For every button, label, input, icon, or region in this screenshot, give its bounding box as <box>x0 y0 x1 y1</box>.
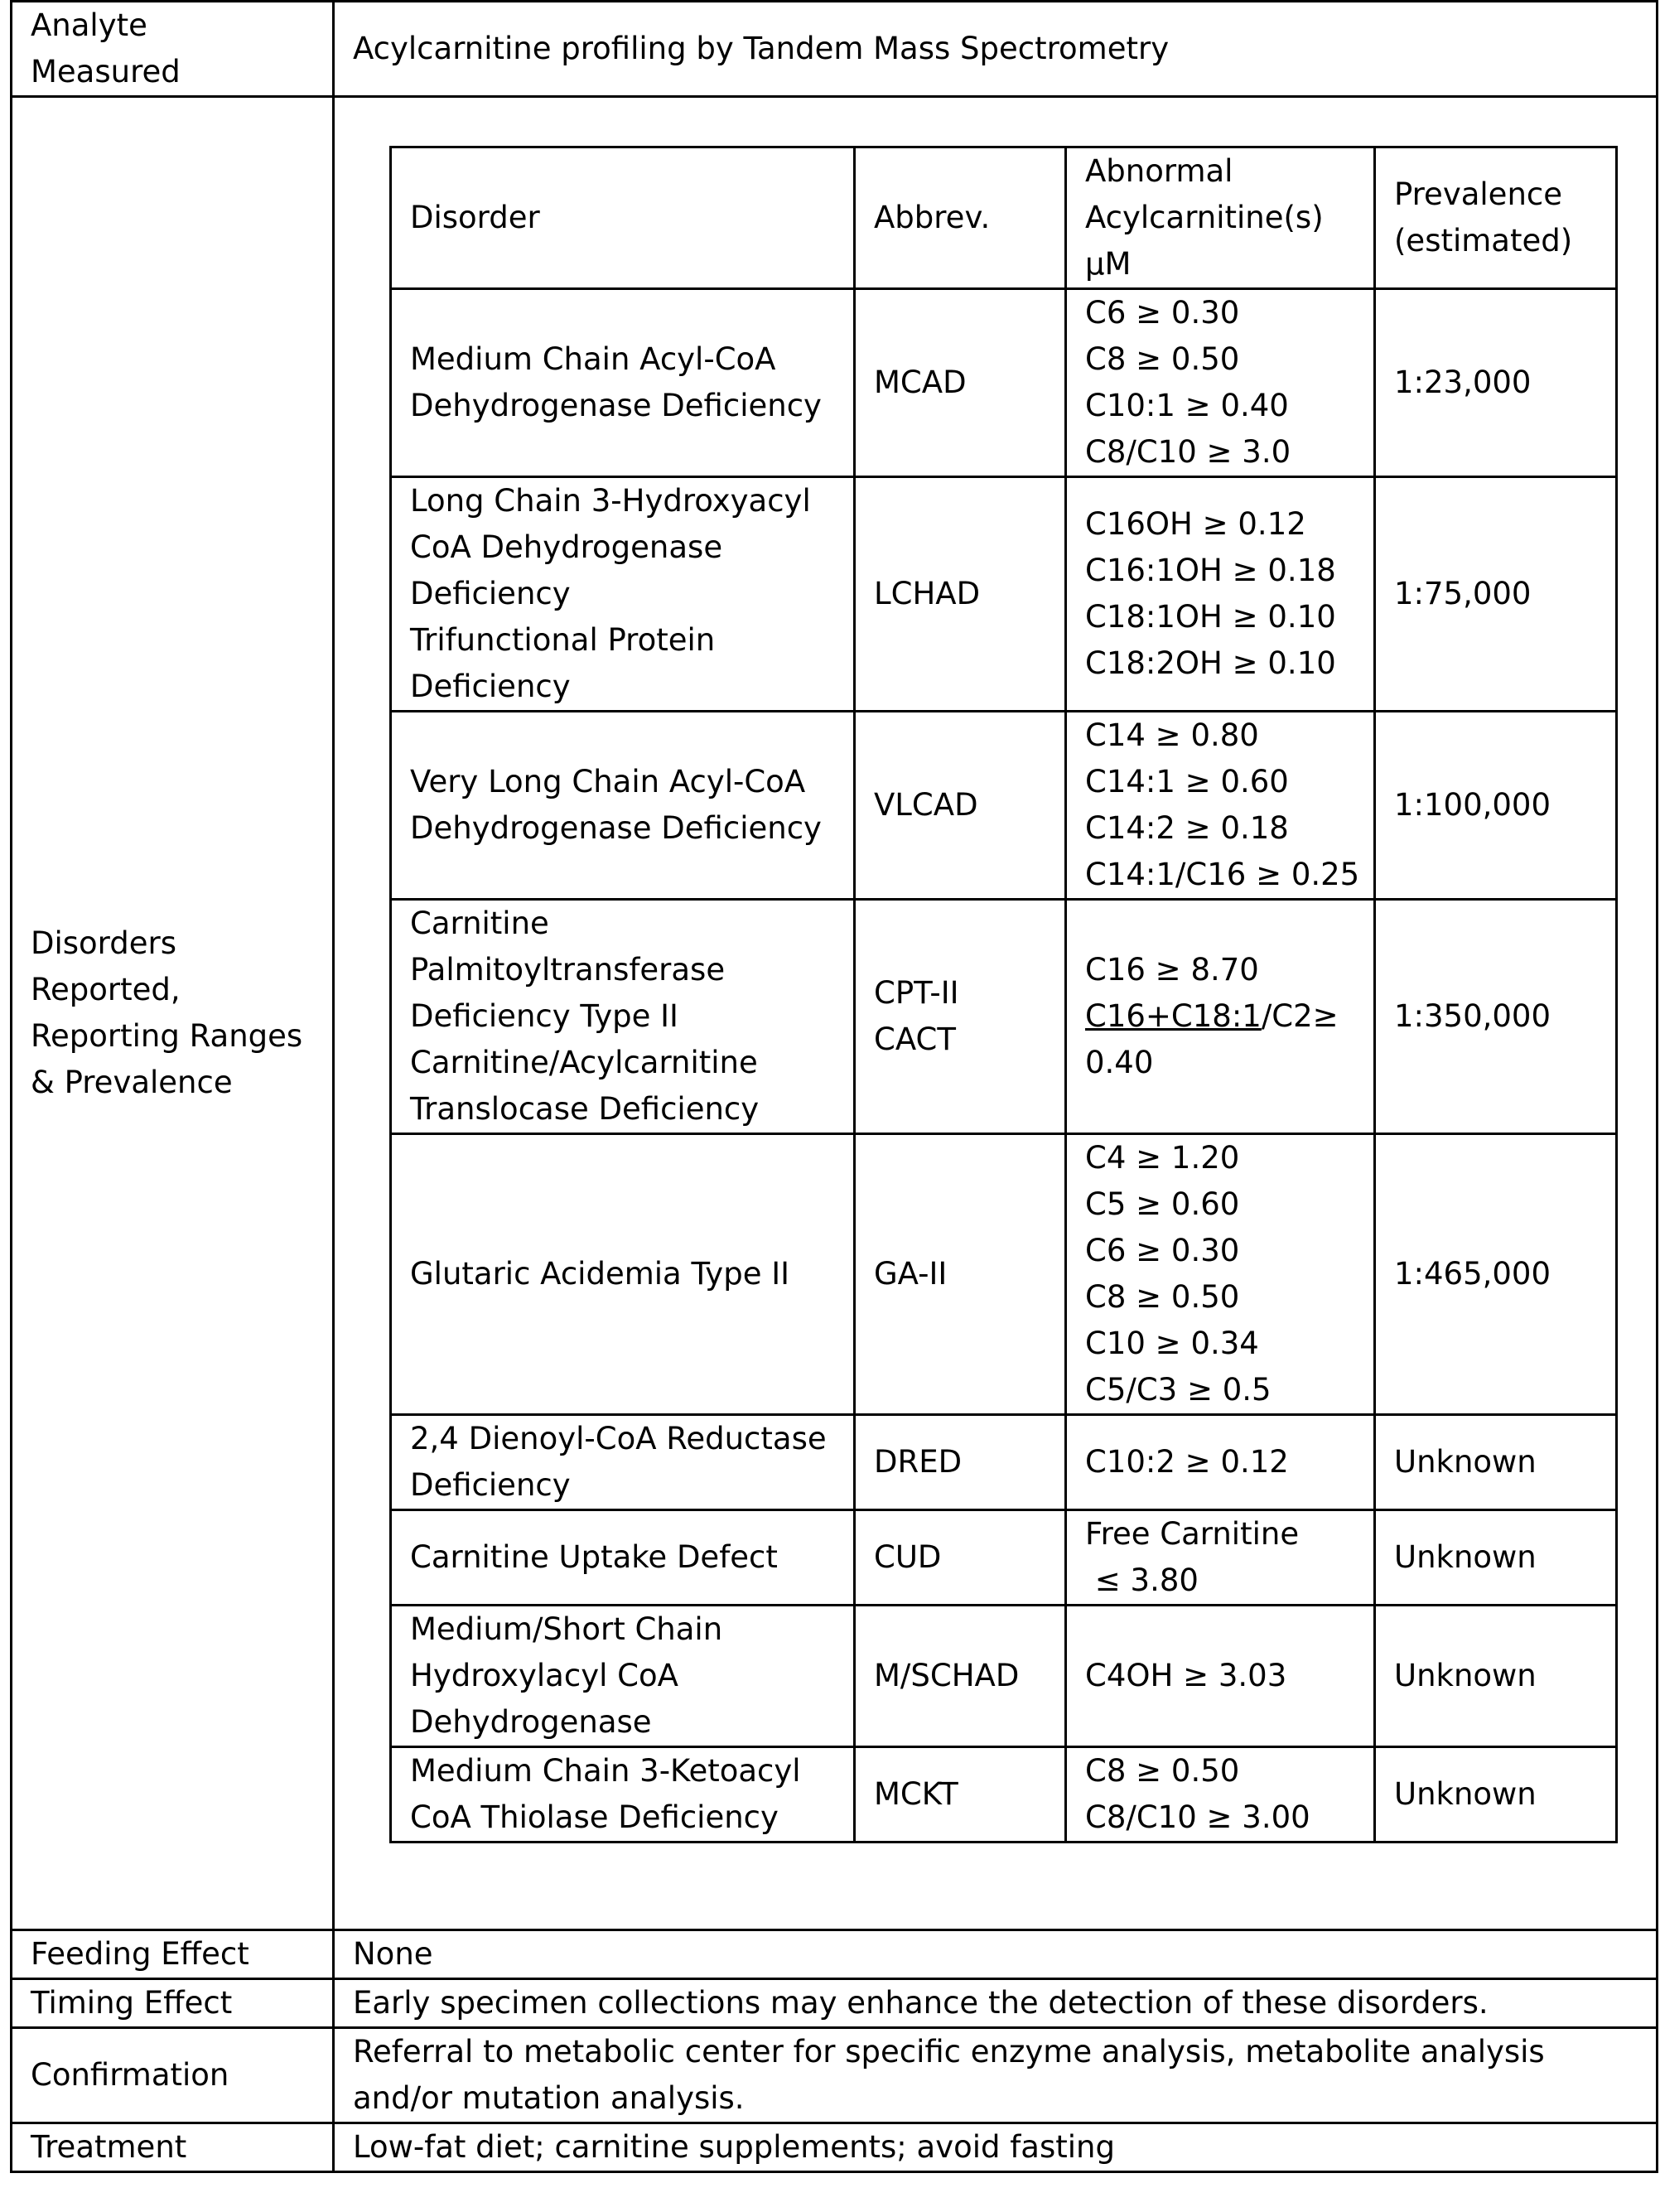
disorder-ranges: Free Carnitine ≤ 3.80 <box>1066 1510 1375 1606</box>
disorders-label: Disorders Reported, Reporting Ranges & Prevalence <box>12 97 334 1930</box>
disorder-name: Very Long Chain Acyl-CoA Dehydrogenase Deficiency <box>391 712 855 900</box>
header-prevalence: Prevalence (estimated) <box>1375 147 1617 289</box>
disorder-abbrev: MCKT <box>855 1747 1066 1843</box>
disorder-prevalence: 1:75,000 <box>1375 477 1617 712</box>
timing-value: Early specimen collections may enhance the detection of these disorders. <box>334 1979 1658 2028</box>
table-row <box>391 1606 1617 1747</box>
disorder-abbrev: GA-II <box>855 1134 1066 1415</box>
confirmation-value: Referral to metabolic center for specific enzyme analysis, metabolite analysis and/or mutation analysis. <box>334 2028 1658 2123</box>
disorder-ranges: C4OH ≥ 3.03 <box>1066 1606 1375 1747</box>
disorder-ranges: C4 ≥ 1.20 C5 ≥ 0.60 C6 ≥ 0.30 C8 ≥ 0.50 C10 ≥ 0.34 C5/C3 ≥ 0.5 <box>1066 1134 1375 1415</box>
disorder-ranges: C14 ≥ 0.80 C14:1 ≥ 0.60 C14:2 ≥ 0.18 C14:1/C16 ≥ 0.25 <box>1066 712 1375 900</box>
disorder-ranges: C16 ≥ 8.70 C16+C18:1/C2≥ 0.40 <box>1066 900 1375 1134</box>
disorder-prevalence: Unknown <box>1375 1510 1617 1606</box>
disorder-name: 2,4 Dienoyl-CoA Reductase Deficiency <box>391 1415 855 1510</box>
confirmation-row <box>12 2028 1658 2123</box>
disorder-name: Long Chain 3-Hydroxyacyl CoA Dehydrogenase Deficiency Trifunctional Protein Deficiency <box>391 477 855 712</box>
disorder-prevalence: Unknown <box>1375 1606 1617 1747</box>
disorder-ranges: C10:2 ≥ 0.12 <box>1066 1415 1375 1510</box>
disorder-abbrev: MCAD <box>855 289 1066 477</box>
table-row <box>391 712 1617 900</box>
confirmation-label: Confirmation <box>12 2028 334 2123</box>
newborn-screening-info-table <box>10 0 1658 2173</box>
disorder-prevalence: 1:350,000 <box>1375 900 1617 1134</box>
underlined-range: C16+C18:1 <box>1085 998 1262 1034</box>
treatment-label: Treatment <box>12 2123 334 2172</box>
disorder-name: Glutaric Acidemia Type II <box>391 1134 855 1415</box>
disorder-name: Medium/Short Chain Hydroxylacyl CoA Dehydrogenase <box>391 1606 855 1747</box>
disorders-content <box>334 97 1658 1930</box>
table-row <box>391 1510 1617 1606</box>
table-row <box>391 1415 1617 1510</box>
disorder-name: Carnitine Uptake Defect <box>391 1510 855 1606</box>
table-row <box>391 477 1617 712</box>
analyte-value: Acylcarnitine profiling by Tandem Mass Spectrometry <box>334 2 1658 97</box>
timing-row <box>12 1979 1658 2028</box>
disorders-header-row <box>391 147 1617 289</box>
disorder-prevalence: Unknown <box>1375 1747 1617 1843</box>
table-row <box>391 289 1617 477</box>
disorder-abbrev: CUD <box>855 1510 1066 1606</box>
disorder-abbrev: M/SCHAD <box>855 1606 1066 1747</box>
feeding-value: None <box>334 1930 1658 1979</box>
table-row <box>391 1747 1617 1843</box>
disorder-ranges: C6 ≥ 0.30 C8 ≥ 0.50 C10:1 ≥ 0.40 C8/C10 ≥ 3.0 <box>1066 289 1375 477</box>
disorder-abbrev: DRED <box>855 1415 1066 1510</box>
treatment-value: Low-fat diet; carnitine supplements; avoid fasting <box>334 2123 1658 2172</box>
header-abbrev: Abbrev. <box>855 147 1066 289</box>
disorder-name: Medium Chain Acyl-CoA Dehydrogenase Deficiency <box>391 289 855 477</box>
timing-label: Timing Effect <box>12 1979 334 2028</box>
disorder-prevalence: Unknown <box>1375 1415 1617 1510</box>
disorder-abbrev: VLCAD <box>855 712 1066 900</box>
table-row <box>391 1134 1617 1415</box>
header-disorder: Disorder <box>391 147 855 289</box>
analyte-row <box>12 2 1658 97</box>
analyte-label: Analyte Measured <box>12 2 334 97</box>
feeding-label: Feeding Effect <box>12 1930 334 1979</box>
treatment-row <box>12 2123 1658 2172</box>
disorder-abbrev: CPT-II CACT <box>855 900 1066 1134</box>
disorder-prevalence: 1:100,000 <box>1375 712 1617 900</box>
disorder-prevalence: 1:23,000 <box>1375 289 1617 477</box>
disorder-ranges: C8 ≥ 0.50 C8/C10 ≥ 3.00 <box>1066 1747 1375 1843</box>
feeding-row <box>12 1930 1658 1979</box>
disorders-table <box>389 146 1618 1843</box>
header-abnormal: Abnormal Acylcarnitine(s) µM <box>1066 147 1375 289</box>
disorder-name: Medium Chain 3-Ketoacyl CoA Thiolase Deficiency <box>391 1747 855 1843</box>
disorders-row <box>12 97 1658 1930</box>
table-row <box>391 900 1617 1134</box>
disorder-prevalence: 1:465,000 <box>1375 1134 1617 1415</box>
disorder-name: Carnitine Palmitoyltransferase Deficiency Type II Carnitine/Acylcarnitine Translocase Deficiency <box>391 900 855 1134</box>
disorder-abbrev: LCHAD <box>855 477 1066 712</box>
disorder-ranges: C16OH ≥ 0.12 C16:1OH ≥ 0.18 C18:1OH ≥ 0.10 C18:2OH ≥ 0.10 <box>1066 477 1375 712</box>
